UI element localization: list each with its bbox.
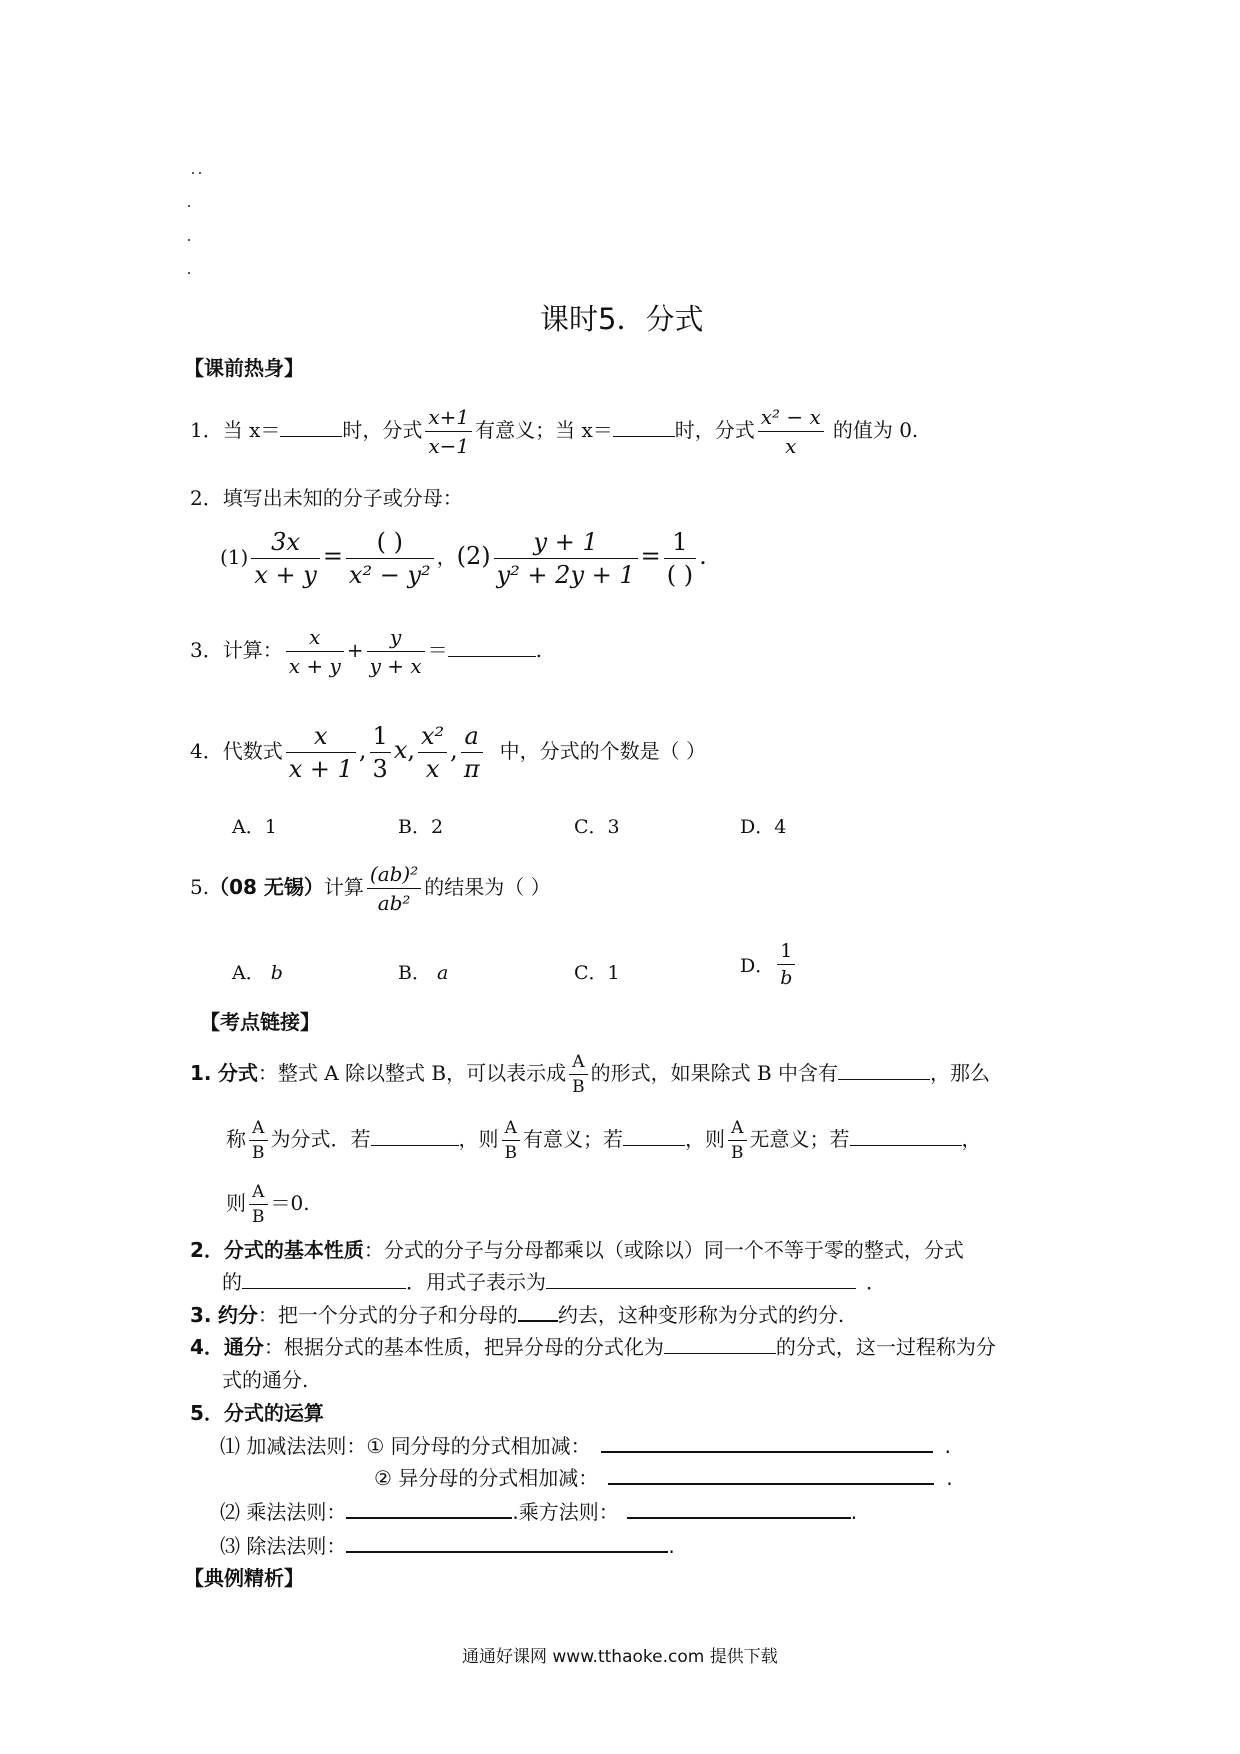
fraction: $\frac{A}{B}$ [569, 1052, 588, 1097]
blank[interactable] [242, 1270, 406, 1289]
fraction: $\frac{A}{B}$ [502, 1118, 521, 1163]
section-examples-heading: 【典例精析】 [184, 1566, 304, 1590]
fraction: $\frac{A}{B}$ [249, 1182, 268, 1227]
blank[interactable] [546, 1270, 856, 1289]
page-footer: 通通好课网 www.tthaoke.com 提供下载 [462, 1647, 778, 1667]
fraction: $\frac{x}{x + 1}$ [286, 722, 356, 783]
section-warmup-heading: 【课前热身】 [184, 356, 304, 380]
fraction: $\frac{A}{B}$ [249, 1118, 268, 1163]
point-4-line-1: 4．通分：根据分式的基本性质，把异分母的分式化为 的分式，这一过程称为分 [190, 1335, 996, 1359]
q4-option-b[interactable]: B．2 [398, 816, 444, 838]
point-3: 3. 约分：把一个分式的分子和分母的 约去，这种变形称为分式的约分. [190, 1303, 845, 1327]
blank[interactable] [601, 1433, 933, 1453]
fraction: $\frac{1}{( )}$ [664, 528, 696, 589]
blank[interactable] [371, 1127, 459, 1146]
fraction: $\frac{1}{3}$ [370, 722, 391, 783]
point-1-line-2: 称 $\frac{A}{B}$ 为分式．若 ，则 $\frac{A}{B}$ 有意义；若 ，则 $\frac{A}{B}$ 无意义；若 ， [226, 1118, 982, 1163]
fraction: $\frac{\text{(ab)²}}{\text{ab²}}$ [367, 862, 421, 915]
q5-option-d[interactable]: D． $\frac{1}{b}$ [740, 940, 798, 989]
q5-option-a[interactable]: A． b [232, 962, 283, 984]
q5-option-c[interactable]: C．1 [574, 962, 620, 984]
fraction: $\frac{A}{B}$ [728, 1118, 747, 1163]
fraction: $\frac{x}{x + y}$ [286, 625, 344, 678]
fraction: $\frac{y + 1}{\text{y² + 2y + 1}}$ [494, 528, 638, 589]
blank[interactable] [346, 1533, 668, 1553]
question-5: 5.（08 无锡）计算 $\frac{\text{(ab)²}}{\text{ab²}}$ 的结果为（ ） [190, 862, 551, 915]
blank[interactable] [838, 1061, 930, 1080]
question-4: 4．代数式 $\frac{x}{x + 1}$ , $\frac{1}{3}$ x, $\frac{\text{x²}}{x}$ , $\frac{a}{\pi}$ 中，分式的个数是（ ） [190, 722, 706, 783]
q5-option-b[interactable]: B． a [398, 962, 449, 984]
blank[interactable] [664, 1335, 776, 1354]
point-1-line-3: 则 $\frac{A}{B}$ ＝0. [226, 1182, 310, 1227]
point-4-line-2: 式的通分. [222, 1368, 309, 1392]
fraction: $\frac{\text{x² − x}}{x}$ [758, 405, 824, 458]
point-2-line-2: 的 ．用式子表示为 ． [222, 1270, 886, 1294]
question-2-equations: (1) $\frac{3x}{x + y}$ = $\frac{( )}{\text{x² − y²}}$ ，(2) $\frac{y + 1}{\text{y² + 2y + 1}}$ = $\frac{1}{( )}$ . [220, 528, 707, 589]
fraction: $\frac{x+1}{x-1}$ [425, 405, 472, 458]
fraction: $\frac{1}{b}$ [777, 940, 795, 989]
point-1-line-1: 1. 分式：整式 A 除以整式 B，可以表示成 $\frac{A}{B}$ 的形式，如果除式 B 中含有 ，那么 [190, 1052, 991, 1097]
blank[interactable] [608, 1465, 934, 1485]
question-2: 2．填写出未知的分子或分母： [190, 486, 463, 510]
point-2-line-1: 2．分式的基本性质：分式的分子与分母都乘以（或除以）同一个不等于零的整式，分式 [190, 1238, 964, 1262]
q4-option-c[interactable]: C．3 [574, 816, 620, 838]
fraction: $\frac{\text{x²}}{x}$ [418, 722, 447, 783]
q4-option-d[interactable]: D．4 [740, 816, 787, 838]
fraction: $\frac{y}{y + x}$ [367, 625, 425, 678]
point-5-rule-2: ② 异分母的分式相加减： . [374, 1466, 953, 1490]
page-title: 课时5．分式 [540, 302, 704, 336]
blank[interactable] [623, 1127, 685, 1146]
point-5: 5．分式的运算 [190, 1401, 324, 1425]
fraction: $\frac{3x}{x + y}$ [251, 528, 319, 589]
question-1: 1．当 x＝ 时，分式 $\frac{x+1}{x-1}$ 有意义；当 x＝ 时，分式 $\frac{\text{x² − x}}{x}$ 的值为 0. [190, 405, 919, 458]
blank[interactable] [627, 1499, 851, 1519]
blank[interactable] [280, 418, 342, 437]
section-points-heading: 【考点链接】 [200, 1010, 320, 1034]
point-5-rule-1: ⑴ 加减法法则：① 同分母的分式相加减： . [220, 1434, 952, 1458]
blank[interactable] [346, 1499, 512, 1519]
blank[interactable] [518, 1302, 558, 1322]
blank[interactable] [448, 638, 536, 657]
blank[interactable] [613, 418, 675, 437]
point-5-rule-3: ⑵ 乘法法则： .乘方法则： . [220, 1500, 858, 1524]
question-3: 3．计算： $\frac{x}{x + y}$ + $\frac{y}{y + x}$ ＝ . [190, 625, 542, 678]
fraction: $\frac{( )}{\text{x² − y²}}$ [346, 528, 434, 589]
fraction: $\frac{a}{\pi}$ [461, 722, 483, 783]
q4-option-a[interactable]: A．1 [232, 816, 277, 838]
point-5-rule-4: ⑶ 除法法则： . [220, 1534, 675, 1558]
blank[interactable] [850, 1127, 962, 1146]
